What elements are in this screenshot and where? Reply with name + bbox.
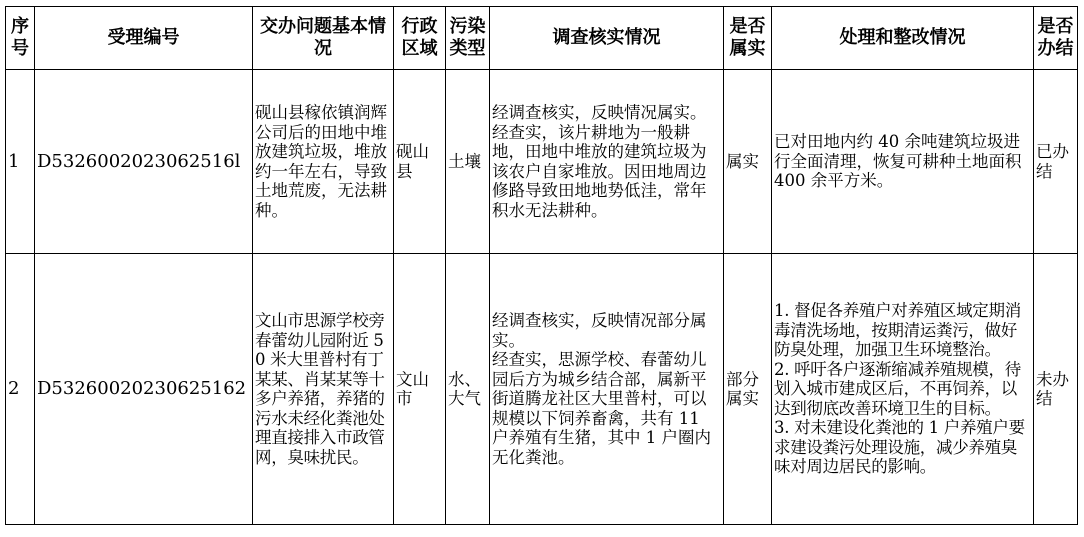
- cell-code: D5326002023062516l: [35, 70, 253, 254]
- cell-problem: 文山市思源学校旁春蕾幼儿园附近 50 米大里普村有丁某某、肖某某等十多户养猪，养猪的污水未经化粪池处理直接排入市政管网，臭味扰民。: [253, 254, 394, 525]
- cell-investigation: 经调查核实，反映情况部分属实。 经查实，思源学校、春蕾幼儿园后方为城乡结合部，属新平街道腾龙社区大里普村，可以规模以下饲养畜禽，共有 11 户养殖有生猪，其中 1 户圈内无化粪池。: [490, 254, 724, 525]
- cell-problem: 砚山县稼依镇润辉公司后的田地中堆放建筑垃圾，堆放约一年左右，导致土地荒废，无法耕种。: [253, 70, 394, 254]
- header-seq: 序号: [6, 7, 35, 70]
- header-verified: 是否属实: [724, 7, 772, 70]
- cell-investigation: 经调查核实，反映情况属实。 经查实，该片耕地为一般耕地，田地中堆放的建筑垃圾为该农户自家堆放。因田地周边修路导致田地地势低洼，常年积水无法耕种。: [490, 70, 724, 254]
- header-closed: 是否办结: [1034, 7, 1078, 70]
- header-region: 行政区域: [394, 7, 446, 70]
- cell-region: 砚山县: [394, 70, 446, 254]
- complaint-table: [5, 6, 1078, 525]
- cell-handling: 1. 督促各养殖户对养殖区域定期消毒清洗场地，按期清运粪污，做好防臭处理，加强卫生环境整治。 2. 呼吁各户逐渐缩减养殖规模，待划入城市建成区后，不再饲养，以达到彻底改善环境卫生的目标。 3. 对未建设化粪池的 1 户养殖户要求建设粪污处理设施，减少养殖臭味对周边居民的影响。: [772, 254, 1034, 525]
- table-row: [6, 254, 1078, 525]
- header-handling: 处理和整改情况: [772, 7, 1034, 70]
- header-problem: 交办问题基本情况: [253, 7, 394, 70]
- header-investigation: 调查核实情况: [490, 7, 724, 70]
- cell-verified: 属实: [724, 70, 772, 254]
- header-row: [6, 7, 1078, 70]
- cell-verified: 部分属实: [724, 254, 772, 525]
- table-row: [6, 70, 1078, 254]
- cell-seq: 2: [6, 254, 35, 525]
- cell-closed: 未办结: [1034, 254, 1078, 525]
- cell-pollution: 土壤: [446, 70, 490, 254]
- cell-handling: 已对田地内约 40 余吨建筑垃圾进行全面清理，恢复可耕种土地面积 400 余平方米。: [772, 70, 1034, 254]
- cell-code: D53260020230625162: [35, 254, 253, 525]
- header-code: 受理编号: [35, 7, 253, 70]
- cell-pollution: 水、大气: [446, 254, 490, 525]
- cell-closed: 已办结: [1034, 70, 1078, 254]
- header-pollution: 污染类型: [446, 7, 490, 70]
- cell-seq: 1: [6, 70, 35, 254]
- cell-region: 文山市: [394, 254, 446, 525]
